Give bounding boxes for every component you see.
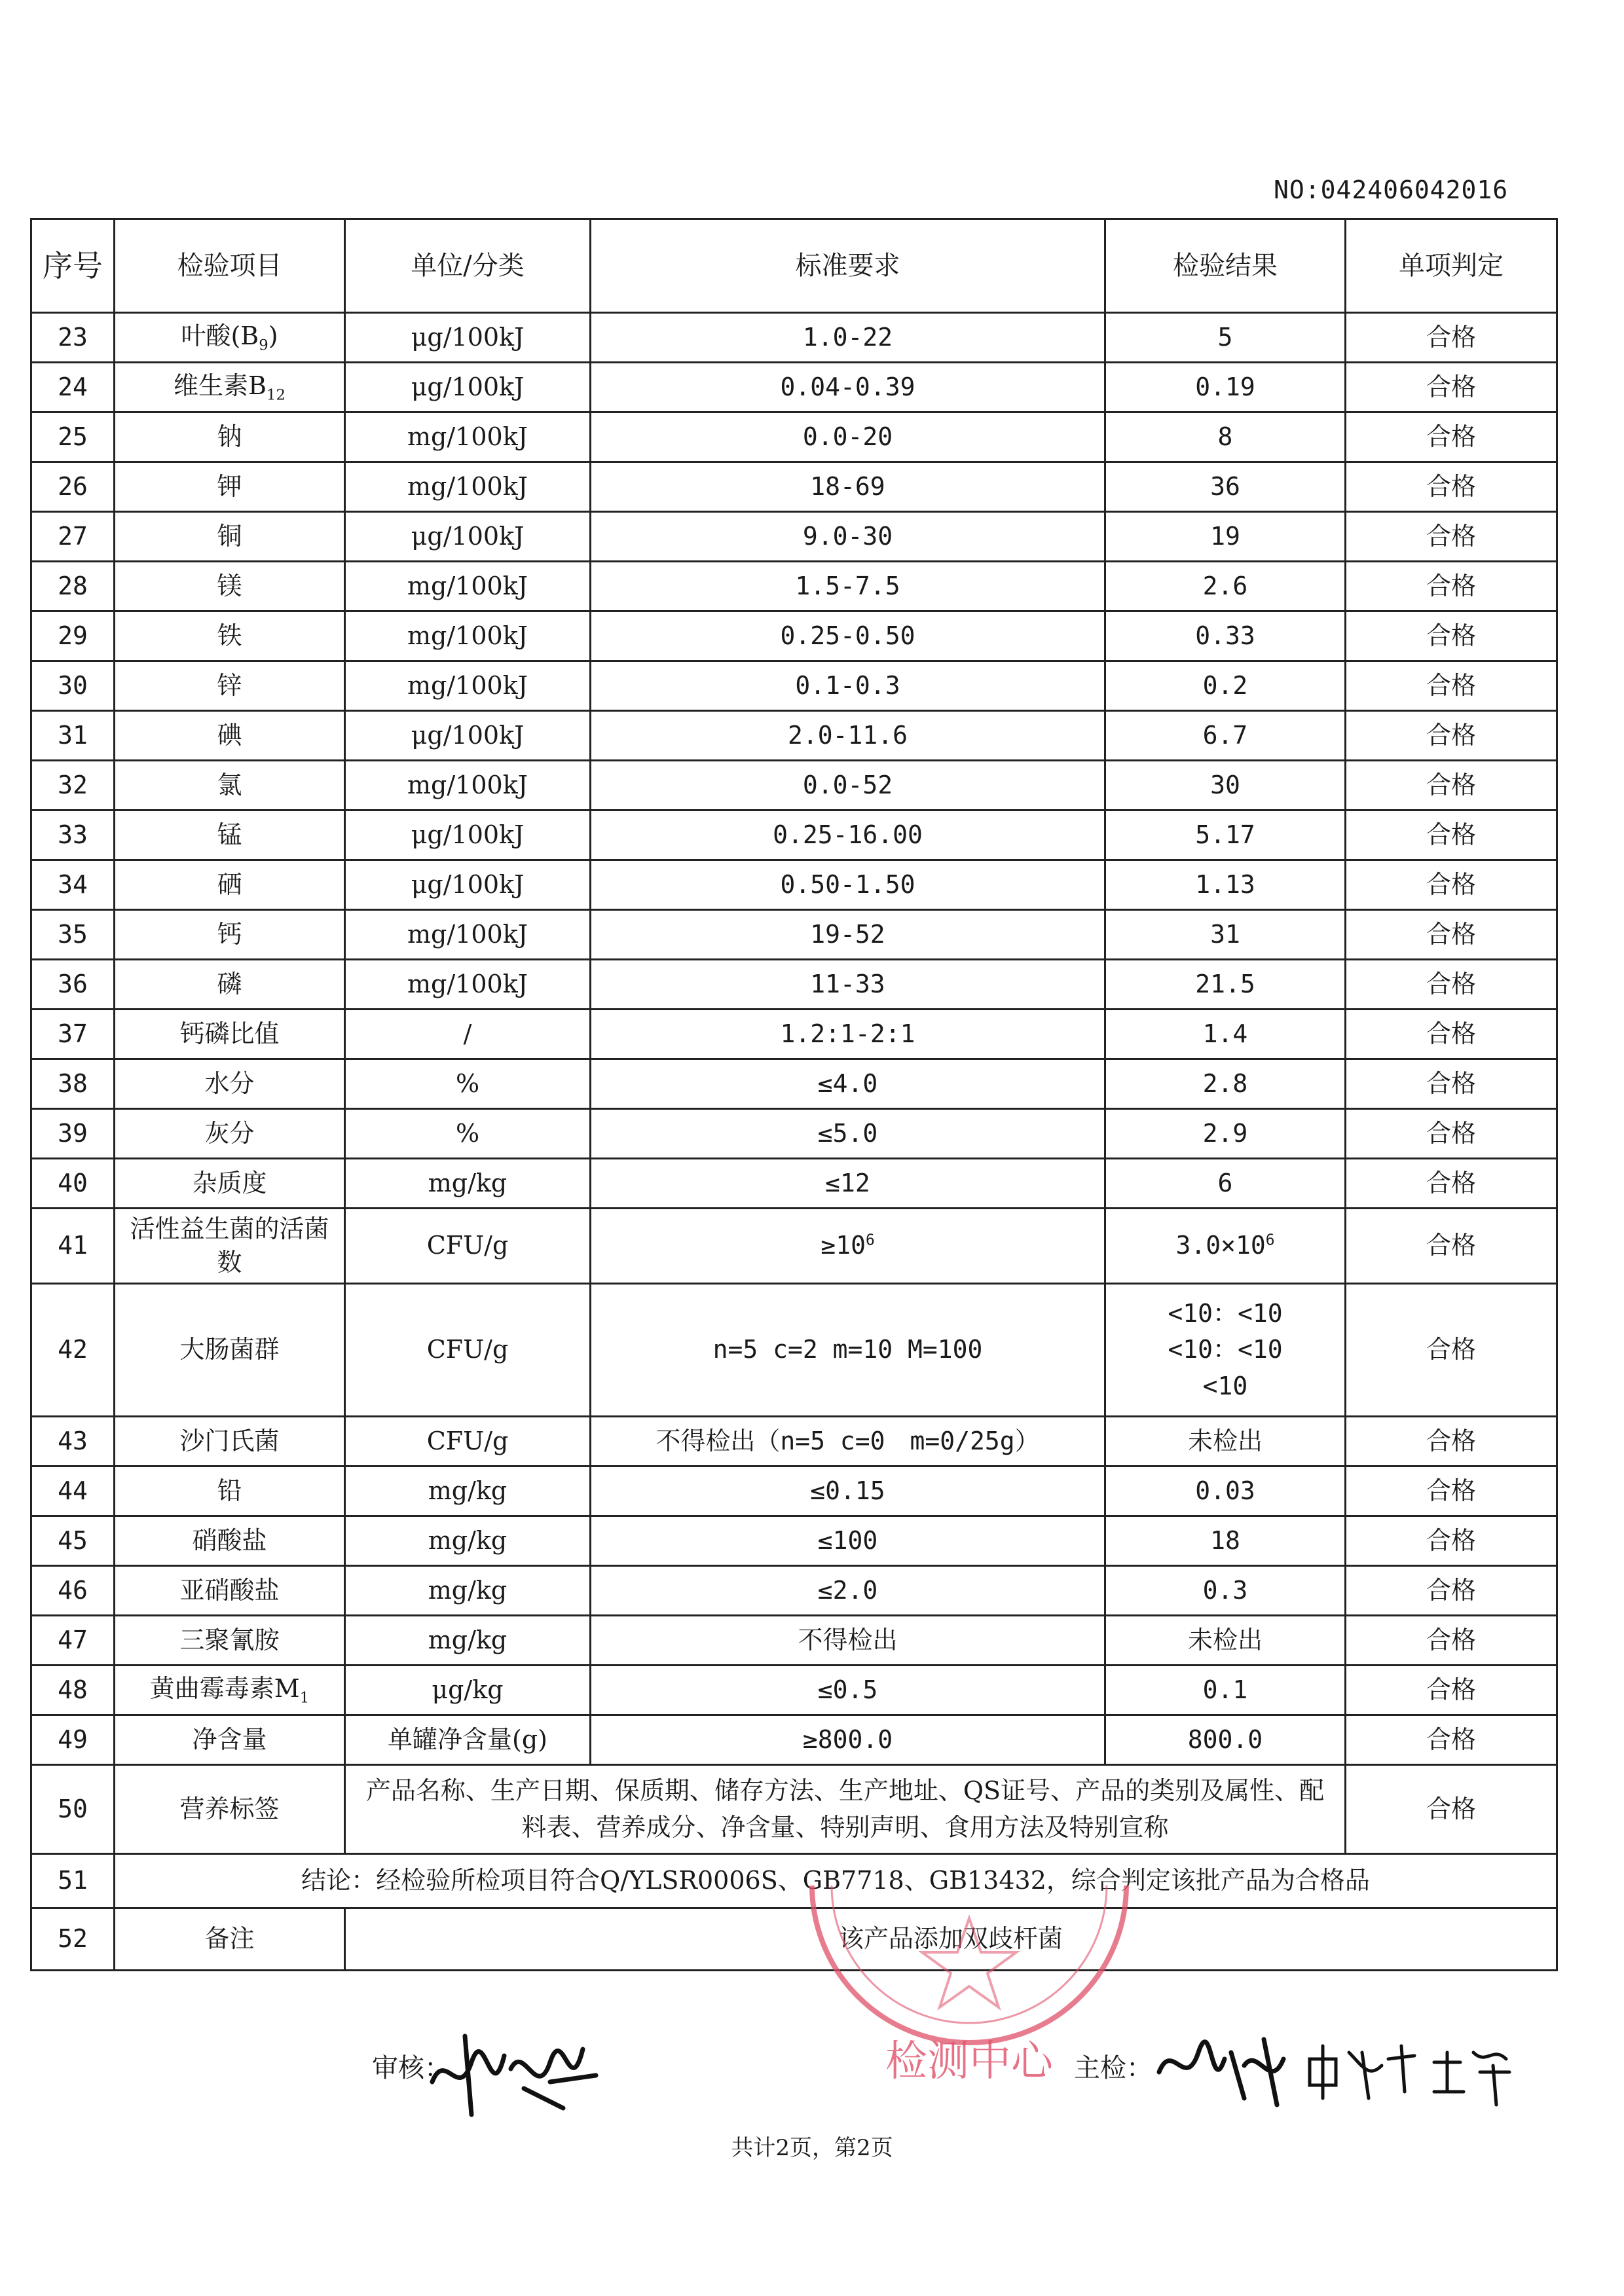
- row-judgement: 合格: [1346, 761, 1557, 811]
- row-item: 硒: [115, 860, 345, 910]
- row-standard: ≤100: [591, 1516, 1105, 1566]
- row-standard: 0.1-0.3: [591, 661, 1105, 711]
- row-unit: mg/kg: [345, 1467, 591, 1516]
- row-item: 锌: [115, 661, 345, 711]
- table-row: [31, 910, 1557, 960]
- table-row: [31, 412, 1557, 462]
- row-item: 碘: [115, 711, 345, 761]
- row-standard: n=5 c=2 m=10 M=100: [591, 1284, 1105, 1417]
- table-row: [31, 1209, 1557, 1284]
- row-judgement: 合格: [1346, 1109, 1557, 1159]
- table-row: [31, 1109, 1557, 1159]
- inspector-signatures: [1153, 2026, 1519, 2111]
- table-row: [31, 1284, 1557, 1417]
- row-judgement: 合格: [1346, 1059, 1557, 1109]
- row-seq: 32: [31, 761, 115, 811]
- table-row: [31, 1616, 1557, 1666]
- row-judgement: 合格: [1346, 1765, 1557, 1854]
- table-row: [31, 1159, 1557, 1209]
- header-judgement: 单项判定: [1346, 219, 1557, 313]
- row-standard: 不得检出: [591, 1616, 1105, 1666]
- row-unit: %: [345, 1059, 591, 1109]
- row-judgement: 合格: [1346, 512, 1557, 562]
- row-seq: 42: [31, 1284, 115, 1417]
- row-seq: 27: [31, 512, 115, 562]
- row-result: 2.8: [1105, 1059, 1346, 1109]
- row-standard: 9.0-30: [591, 512, 1105, 562]
- row-unit: CFU/g: [345, 1284, 591, 1417]
- row-result: 2.6: [1105, 562, 1346, 611]
- row-result: 0.3: [1105, 1566, 1346, 1616]
- row-judgement: 合格: [1346, 412, 1557, 462]
- table-row: [31, 1417, 1557, 1467]
- row-standard: 0.0-20: [591, 412, 1105, 462]
- row-standard: 不得检出（n=5 c=0 m=0/25g）: [591, 1417, 1105, 1467]
- row-item: 氯: [115, 761, 345, 811]
- table-row: [31, 1715, 1557, 1765]
- row-judgement: 合格: [1346, 1566, 1557, 1616]
- row-label-content: 产品名称、生产日期、保质期、储存方法、生产地址、QS证号、产品的类别及属性、配料表、营养成分、净含量、特别声明、食用方法及特别宣称: [345, 1765, 1346, 1854]
- row-unit: CFU/g: [345, 1209, 591, 1284]
- row-result: 19: [1105, 512, 1346, 562]
- row-seq: 25: [31, 412, 115, 462]
- table-row: [31, 860, 1557, 910]
- row-judgement: 合格: [1346, 611, 1557, 661]
- row-standard: ≥800.0: [591, 1715, 1105, 1765]
- row-result: 未检出: [1105, 1616, 1346, 1666]
- row-standard: 0.25-0.50: [591, 611, 1105, 661]
- row-item: 叶酸$(B_9)$: [115, 313, 345, 363]
- row-standard: ≤0.5: [591, 1666, 1105, 1715]
- row-result: 0.2: [1105, 661, 1346, 711]
- row-result: 18: [1105, 1516, 1346, 1566]
- row-item: 锰: [115, 811, 345, 860]
- row-seq: 35: [31, 910, 115, 960]
- row-remark-text: 该产品添加双歧杆菌: [345, 1908, 1557, 1971]
- row-item: 维生素$B_{12}$: [115, 363, 345, 412]
- row-item: 铅: [115, 1467, 345, 1516]
- row-standard: 1.5-7.5: [591, 562, 1105, 611]
- row-unit: μg/100kJ: [345, 363, 591, 412]
- row-seq: 30: [31, 661, 115, 711]
- row-seq: 45: [31, 1516, 115, 1566]
- table-row-nutrition-label: [31, 1765, 1557, 1854]
- row-result: 2.9: [1105, 1109, 1346, 1159]
- row-standard: 11-33: [591, 960, 1105, 1010]
- reviewer-signature: [426, 2023, 609, 2121]
- row-judgement: 合格: [1346, 811, 1557, 860]
- row-unit: 单罐净含量(g): [345, 1715, 591, 1765]
- table-row: [31, 1516, 1557, 1566]
- row-result: 0.1: [1105, 1666, 1346, 1715]
- row-judgement: 合格: [1346, 1715, 1557, 1765]
- row-standard: ≤2.0: [591, 1566, 1105, 1616]
- row-result: 21.5: [1105, 960, 1346, 1010]
- row-seq: 34: [31, 860, 115, 910]
- row-standard: 1.0-22: [591, 313, 1105, 363]
- row-standard: ≤0.15: [591, 1467, 1105, 1516]
- row-unit: %: [345, 1109, 591, 1159]
- row-result: 0.19: [1105, 363, 1346, 412]
- row-unit: mg/100kJ: [345, 611, 591, 661]
- row-seq: 43: [31, 1417, 115, 1467]
- inspector-label: 主检：: [1074, 2053, 1153, 2083]
- row-item: 钙磷比值: [115, 1010, 345, 1059]
- row-seq: 51: [31, 1854, 115, 1908]
- row-item: 营养标签: [115, 1765, 345, 1854]
- table-row: [31, 462, 1557, 512]
- row-item: 铁: [115, 611, 345, 661]
- row-seq: 24: [31, 363, 115, 412]
- table-body: [31, 313, 1557, 1765]
- row-item: 沙门氏菌: [115, 1417, 345, 1467]
- row-unit: /: [345, 1010, 591, 1059]
- table-row: [31, 611, 1557, 661]
- inspection-stamp: [786, 1879, 1153, 2128]
- table-row: [31, 1666, 1557, 1715]
- row-judgement: 合格: [1346, 711, 1557, 761]
- reviewer-label: 审核：: [372, 2053, 451, 2083]
- row-seq: 23: [31, 313, 115, 363]
- row-item: 备注: [115, 1908, 345, 1971]
- row-unit: mg/100kJ: [345, 562, 591, 611]
- table-row: [31, 313, 1557, 363]
- row-seq: 37: [31, 1010, 115, 1059]
- row-result: 8: [1105, 412, 1346, 462]
- row-result: 1.4: [1105, 1010, 1346, 1059]
- row-item: 杂质度: [115, 1159, 345, 1209]
- row-result: 6.7: [1105, 711, 1346, 761]
- row-unit: mg/100kJ: [345, 462, 591, 512]
- row-unit: mg/100kJ: [345, 910, 591, 960]
- row-result: 36: [1105, 462, 1346, 512]
- stamp-text: 检测中心: [885, 2037, 1053, 2086]
- row-result: <10：<10 <10：<10 <10: [1105, 1284, 1346, 1417]
- row-unit: CFU/g: [345, 1417, 591, 1467]
- row-unit: μg/100kJ: [345, 313, 591, 363]
- row-result: 800.0: [1105, 1715, 1346, 1765]
- header-unit: 单位/分类: [345, 219, 591, 313]
- row-unit: μg/100kJ: [345, 711, 591, 761]
- row-unit: μg/100kJ: [345, 811, 591, 860]
- row-seq: 41: [31, 1209, 115, 1284]
- row-result: $3.0\times 10^6$: [1105, 1209, 1346, 1284]
- row-standard: 0.50-1.50: [591, 860, 1105, 910]
- row-judgement: 合格: [1346, 960, 1557, 1010]
- row-result: 31: [1105, 910, 1346, 960]
- row-standard: 0.25-16.00: [591, 811, 1105, 860]
- row-seq: 39: [31, 1109, 115, 1159]
- row-result: 0.33: [1105, 611, 1346, 661]
- table-row: [31, 562, 1557, 611]
- row-unit: mg/kg: [345, 1566, 591, 1616]
- row-item: 磷: [115, 960, 345, 1010]
- table-row: [31, 512, 1557, 562]
- header-standard: 标准要求: [591, 219, 1105, 313]
- row-item: 活性益生菌的活菌数: [115, 1209, 345, 1284]
- row-standard: 0.04-0.39: [591, 363, 1105, 412]
- row-unit: mg/100kJ: [345, 661, 591, 711]
- row-item: 硝酸盐: [115, 1516, 345, 1566]
- header-item: 检验项目: [115, 219, 345, 313]
- row-seq: 36: [31, 960, 115, 1010]
- row-conclusion-text: 结论：经检验所检项目符合Q/YLSR0006S、GB7718、GB13432，综合判定该批产品为合格品: [115, 1854, 1557, 1908]
- row-standard: 0.0-52: [591, 761, 1105, 811]
- row-judgement: 合格: [1346, 462, 1557, 512]
- table-row: [31, 1059, 1557, 1109]
- row-standard: 1.2:1-2:1: [591, 1010, 1105, 1059]
- row-seq: 33: [31, 811, 115, 860]
- inspection-table: [30, 218, 1558, 1971]
- header-result: 检验结果: [1105, 219, 1346, 313]
- row-item: 铜: [115, 512, 345, 562]
- row-judgement: 合格: [1346, 1467, 1557, 1516]
- row-seq: 49: [31, 1715, 115, 1765]
- table-row: [31, 661, 1557, 711]
- row-seq: 50: [31, 1765, 115, 1854]
- row-result: 30: [1105, 761, 1346, 811]
- row-judgement: 合格: [1346, 1417, 1557, 1467]
- row-item: 水分: [115, 1059, 345, 1109]
- row-judgement: 合格: [1346, 1010, 1557, 1059]
- document-number: NO:042406042016: [1274, 175, 1509, 204]
- row-seq: 29: [31, 611, 115, 661]
- table-row: [31, 363, 1557, 412]
- row-result: 1.13: [1105, 860, 1346, 910]
- row-item: 黄曲霉毒素$M_1$: [115, 1666, 345, 1715]
- row-standard: 18-69: [591, 462, 1105, 512]
- table-row: [31, 1566, 1557, 1616]
- row-seq: 44: [31, 1467, 115, 1516]
- row-judgement: 合格: [1346, 1159, 1557, 1209]
- row-item: 钙: [115, 910, 345, 960]
- row-judgement: 合格: [1346, 1516, 1557, 1566]
- table-row: [31, 761, 1557, 811]
- row-judgement: 合格: [1346, 1209, 1557, 1284]
- row-result: 6: [1105, 1159, 1346, 1209]
- row-standard: $\ge 10^6$: [591, 1209, 1105, 1284]
- row-result: 5.17: [1105, 811, 1346, 860]
- row-item: 钠: [115, 412, 345, 462]
- row-unit: mg/100kJ: [345, 960, 591, 1010]
- row-judgement: 合格: [1346, 1616, 1557, 1666]
- row-seq: 47: [31, 1616, 115, 1666]
- row-item: 钾: [115, 462, 345, 512]
- row-unit: mg/kg: [345, 1516, 591, 1566]
- row-item: 大肠菌群: [115, 1284, 345, 1417]
- row-unit: μg/kg: [345, 1666, 591, 1715]
- row-seq: 40: [31, 1159, 115, 1209]
- row-standard: 19-52: [591, 910, 1105, 960]
- row-judgement: 合格: [1346, 313, 1557, 363]
- row-item: 净含量: [115, 1715, 345, 1765]
- row-judgement: 合格: [1346, 1284, 1557, 1417]
- row-judgement: 合格: [1346, 661, 1557, 711]
- row-seq: 31: [31, 711, 115, 761]
- row-item: 亚硝酸盐: [115, 1566, 345, 1616]
- row-unit: mg/100kJ: [345, 412, 591, 462]
- row-seq: 48: [31, 1666, 115, 1715]
- row-judgement: 合格: [1346, 562, 1557, 611]
- row-standard: ≤12: [591, 1159, 1105, 1209]
- row-seq: 28: [31, 562, 115, 611]
- table-row: [31, 811, 1557, 860]
- row-result: 5: [1105, 313, 1346, 363]
- row-result: 0.03: [1105, 1467, 1346, 1516]
- row-unit: mg/100kJ: [345, 761, 591, 811]
- row-unit: μg/100kJ: [345, 512, 591, 562]
- row-unit: μg/100kJ: [345, 860, 591, 910]
- row-judgement: 合格: [1346, 1666, 1557, 1715]
- row-judgement: 合格: [1346, 860, 1557, 910]
- table-header-row: [31, 219, 1557, 313]
- row-result: 未检出: [1105, 1417, 1346, 1467]
- table-row: [31, 1010, 1557, 1059]
- table-row: [31, 1467, 1557, 1516]
- row-standard: ≤4.0: [591, 1059, 1105, 1109]
- header-seq: 序号: [31, 219, 115, 313]
- row-item: 灰分: [115, 1109, 345, 1159]
- row-seq: 46: [31, 1566, 115, 1616]
- table-row: [31, 711, 1557, 761]
- page-info: 共计2页，第2页: [731, 2135, 893, 2161]
- row-seq: 52: [31, 1908, 115, 1971]
- row-seq: 38: [31, 1059, 115, 1109]
- row-standard: ≤5.0: [591, 1109, 1105, 1159]
- row-judgement: 合格: [1346, 910, 1557, 960]
- row-item: 镁: [115, 562, 345, 611]
- table-row: [31, 960, 1557, 1010]
- row-unit: mg/kg: [345, 1616, 591, 1666]
- row-item: 三聚氰胺: [115, 1616, 345, 1666]
- row-judgement: 合格: [1346, 363, 1557, 412]
- row-seq: 26: [31, 462, 115, 512]
- row-unit: mg/kg: [345, 1159, 591, 1209]
- row-standard: 2.0-11.6: [591, 711, 1105, 761]
